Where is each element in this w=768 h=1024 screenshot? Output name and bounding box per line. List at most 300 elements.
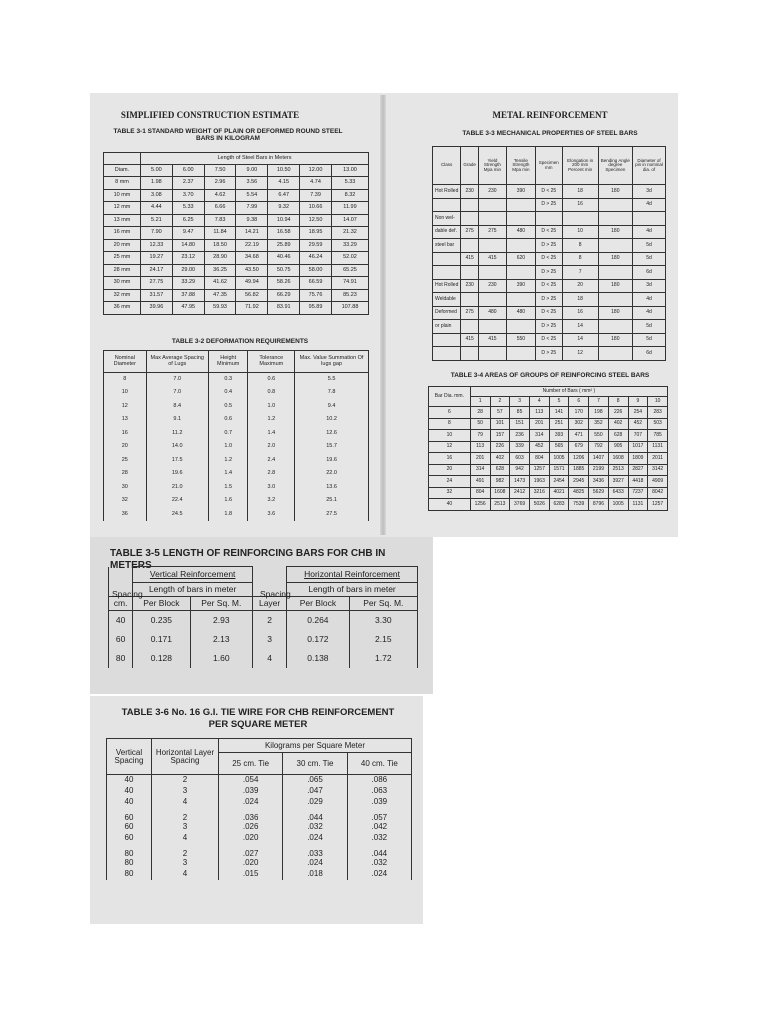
table-cell: 13 mm bbox=[104, 214, 141, 227]
table-cell: 4909 bbox=[648, 476, 668, 488]
table-cell: or plain bbox=[433, 320, 461, 334]
table-cell: .015 bbox=[219, 869, 283, 880]
table-cell: 10 bbox=[104, 386, 147, 400]
table-row bbox=[107, 833, 412, 844]
table-row bbox=[104, 277, 369, 290]
table-row bbox=[104, 202, 369, 215]
table-cell: 402 bbox=[490, 453, 510, 465]
table-cell: 85.23 bbox=[331, 289, 368, 302]
table-cell: 2412 bbox=[510, 487, 530, 499]
table-cell: 804 bbox=[470, 487, 490, 499]
table-cell: 1963 bbox=[529, 476, 549, 488]
table-cell: 1571 bbox=[549, 464, 569, 476]
table-cell: 9.38 bbox=[236, 214, 268, 227]
table-cell: 1.98 bbox=[140, 177, 172, 190]
table-cell: 50 bbox=[470, 418, 490, 430]
table-row bbox=[104, 440, 369, 454]
table-cell: 30 mm bbox=[104, 277, 141, 290]
table-cell: 75.76 bbox=[300, 289, 332, 302]
table-row bbox=[104, 289, 369, 302]
table-cell: 43.50 bbox=[236, 264, 268, 277]
table-cell: .026 bbox=[219, 822, 283, 833]
table-cell: 29.00 bbox=[172, 264, 204, 277]
table-cell: D > 25 bbox=[535, 320, 562, 334]
table-cell: 1017 bbox=[628, 441, 648, 453]
table-cell: 7.8 bbox=[295, 386, 369, 400]
table-cell: 7539 bbox=[569, 499, 589, 511]
table-cell bbox=[478, 239, 506, 253]
table-cell: 80 bbox=[107, 858, 152, 869]
t4-count-header: 5 bbox=[549, 397, 569, 407]
t3-column-header: Bending Angle degree Specimen bbox=[598, 147, 632, 185]
table-cell: 40 bbox=[429, 499, 471, 511]
table-cell: .033 bbox=[283, 844, 347, 858]
table-cell: 339 bbox=[510, 441, 530, 453]
table-cell: 9.4 bbox=[295, 400, 369, 414]
table-cell: 7.0 bbox=[146, 386, 208, 400]
table-cell: 4.44 bbox=[140, 202, 172, 215]
table-cell: 7.90 bbox=[140, 227, 172, 240]
table-row bbox=[433, 347, 666, 361]
table-cell: 628 bbox=[490, 464, 510, 476]
table-cell: 101 bbox=[490, 418, 510, 430]
table-cell: 25.1 bbox=[295, 494, 369, 508]
table-cell: 3.0 bbox=[248, 481, 295, 495]
t4-count-header: 2 bbox=[490, 397, 510, 407]
table-cell: 49.94 bbox=[236, 277, 268, 290]
t5-horiz-per-block: Per Block bbox=[287, 597, 350, 611]
table-cell bbox=[461, 266, 479, 280]
table-cell: 12.6 bbox=[295, 427, 369, 441]
table-cell bbox=[461, 347, 479, 361]
table-cell: .024 bbox=[283, 858, 347, 869]
table-cell: .044 bbox=[283, 808, 347, 822]
table-cell: 180 bbox=[598, 225, 632, 239]
table-3-5-caption: TABLE 3-5 LENGTH OF REINFORCING BARS FOR CHB IN METERS bbox=[110, 548, 386, 571]
table-cell: 14 bbox=[562, 320, 598, 334]
table-cell: 57 bbox=[490, 407, 510, 419]
table-cell: 1.4 bbox=[248, 427, 295, 441]
t3-column-header: Specimen mm bbox=[535, 147, 562, 185]
table-cell bbox=[478, 293, 506, 307]
table-cell: 1206 bbox=[569, 453, 589, 465]
table-cell: 275 bbox=[461, 306, 479, 320]
table-cell: 60 bbox=[109, 630, 133, 649]
table-cell bbox=[632, 212, 665, 226]
table-cell: D < 25 bbox=[535, 185, 562, 199]
table-cell: 8.4 bbox=[146, 400, 208, 414]
table-cell: 226 bbox=[608, 407, 628, 419]
table-cell: 1257 bbox=[529, 464, 549, 476]
table-row bbox=[429, 407, 668, 419]
table-cell bbox=[478, 212, 506, 226]
left-page-header: SIMPLIFIED CONSTRUCTION ESTIMATE bbox=[120, 110, 300, 120]
table-cell: 3142 bbox=[648, 464, 668, 476]
table-cell: 4.62 bbox=[204, 189, 236, 202]
table-cell: 415 bbox=[461, 252, 479, 266]
table-cell: 6433 bbox=[608, 487, 628, 499]
table-cell: 393 bbox=[549, 430, 569, 442]
table-cell: 905 bbox=[608, 441, 628, 453]
book-gutter bbox=[380, 95, 386, 535]
t4-count-header: 7 bbox=[589, 397, 609, 407]
table-cell: 452 bbox=[529, 441, 549, 453]
table-cell: 0.6 bbox=[208, 413, 248, 427]
table-cell: 314 bbox=[529, 430, 549, 442]
table-cell: 226 bbox=[490, 441, 510, 453]
table-cell: 0.6 bbox=[248, 373, 295, 387]
table-cell: 1.0 bbox=[248, 400, 295, 414]
table-cell: 942 bbox=[510, 464, 530, 476]
table-cell: 21.32 bbox=[331, 227, 368, 240]
table-cell: 50.75 bbox=[268, 264, 300, 277]
table-3-4 bbox=[428, 386, 668, 511]
table-cell bbox=[461, 212, 479, 226]
table-cell: 10 mm bbox=[104, 189, 141, 202]
table-cell: 7.99 bbox=[236, 202, 268, 215]
table-cell: 3 bbox=[152, 786, 219, 797]
table-cell: 480 bbox=[506, 225, 535, 239]
table-cell: 4d bbox=[632, 198, 665, 212]
table-cell: .024 bbox=[283, 833, 347, 844]
table-cell bbox=[433, 333, 461, 347]
table-cell: 1407 bbox=[589, 453, 609, 465]
table-cell bbox=[433, 198, 461, 212]
table-row bbox=[104, 413, 369, 427]
table-cell bbox=[506, 320, 535, 334]
table-cell: 415 bbox=[478, 252, 506, 266]
t1-length-header: 12.00 bbox=[300, 165, 332, 177]
table-cell: 22.0 bbox=[295, 467, 369, 481]
table-cell: 8 bbox=[104, 373, 147, 387]
table-cell: 23.12 bbox=[172, 252, 204, 265]
table-cell: 7.0 bbox=[146, 373, 208, 387]
table-cell: 12.33 bbox=[140, 239, 172, 252]
table-cell: 2513 bbox=[608, 464, 628, 476]
table-cell: 13.6 bbox=[295, 481, 369, 495]
t5-cm-label: cm. bbox=[109, 597, 133, 611]
table-cell: 4 bbox=[152, 833, 219, 844]
table-cell: 1257 bbox=[648, 499, 668, 511]
table-row bbox=[104, 177, 369, 190]
table-cell: D < 25 bbox=[535, 333, 562, 347]
table-cell: .044 bbox=[347, 844, 411, 858]
table-cell: 4418 bbox=[628, 476, 648, 488]
table-cell: 66.29 bbox=[268, 289, 300, 302]
table-row bbox=[107, 858, 412, 869]
table-cell: 452 bbox=[628, 418, 648, 430]
table-cell bbox=[433, 252, 461, 266]
table-row bbox=[433, 225, 666, 239]
table-cell: 3 bbox=[253, 630, 287, 649]
table-cell bbox=[598, 239, 632, 253]
table-cell: 10 bbox=[429, 430, 471, 442]
t5-horiz-header: Horizontal Reinforcement bbox=[287, 567, 418, 583]
t4-count-header: 1 bbox=[470, 397, 490, 407]
table-cell: 12 bbox=[562, 347, 598, 361]
table-cell: 40 bbox=[107, 786, 152, 797]
table-cell: 29.59 bbox=[300, 239, 332, 252]
table-cell: 7.83 bbox=[204, 214, 236, 227]
table-cell: 60 bbox=[107, 808, 152, 822]
table-row bbox=[433, 266, 666, 280]
t4-count-header: 3 bbox=[510, 397, 530, 407]
table-cell: 1131 bbox=[648, 441, 668, 453]
table-cell: 180 bbox=[598, 333, 632, 347]
table-cell bbox=[506, 293, 535, 307]
table-cell: 2 bbox=[253, 611, 287, 630]
table-cell: 41.62 bbox=[204, 277, 236, 290]
table-row bbox=[104, 454, 369, 468]
table-cell: 9.47 bbox=[172, 227, 204, 240]
table-row bbox=[433, 212, 666, 226]
table-cell: 5d bbox=[632, 333, 665, 347]
t1-length-header: 9.00 bbox=[236, 165, 268, 177]
t2-column-header: Nominal Diameter bbox=[104, 351, 147, 373]
table-cell: 1.4 bbox=[208, 467, 248, 481]
table-cell: 1.2 bbox=[248, 413, 295, 427]
table-cell: 16 bbox=[562, 306, 598, 320]
table-cell: .042 bbox=[347, 822, 411, 833]
table-cell: D > 25 bbox=[535, 239, 562, 253]
t6-horiz-header: Horizontal Layer Spacing bbox=[152, 739, 219, 775]
table-cell: 7237 bbox=[628, 487, 648, 499]
table-cell: 59.93 bbox=[204, 302, 236, 315]
table-cell: 5d bbox=[632, 252, 665, 266]
table-cell: 5026 bbox=[529, 499, 549, 511]
table-cell bbox=[535, 212, 562, 226]
table-cell: 230 bbox=[461, 185, 479, 199]
table-cell bbox=[598, 212, 632, 226]
table-cell: 46.24 bbox=[300, 252, 332, 265]
table-row bbox=[429, 441, 668, 453]
table-cell bbox=[506, 347, 535, 361]
table-cell: 14.80 bbox=[172, 239, 204, 252]
table-3-6-caption-line1: TABLE 3-6 No. 16 G.I. TIE WIRE FOR CHB REINFORCEMENT bbox=[121, 707, 395, 718]
table-cell: 12 mm bbox=[104, 202, 141, 215]
table-cell: 7.39 bbox=[300, 189, 332, 202]
table-cell: 2.37 bbox=[172, 177, 204, 190]
t2-column-header: Height Minimum bbox=[208, 351, 248, 373]
table-cell: 19.6 bbox=[146, 467, 208, 481]
table-cell: 0.171 bbox=[133, 630, 190, 649]
t3-column-header: Yield Strength Mpa min bbox=[478, 147, 506, 185]
table-cell: 13 bbox=[104, 413, 147, 427]
table-cell: 3.08 bbox=[140, 189, 172, 202]
table-cell: 37.88 bbox=[172, 289, 204, 302]
table-row bbox=[104, 189, 369, 202]
table-cell: 11.2 bbox=[146, 427, 208, 441]
table-cell: 352 bbox=[589, 418, 609, 430]
table-cell: 19.27 bbox=[140, 252, 172, 265]
table-cell: 251 bbox=[549, 418, 569, 430]
table-cell: 170 bbox=[569, 407, 589, 419]
table-cell: 74.91 bbox=[331, 277, 368, 290]
table-row bbox=[104, 494, 369, 508]
table-cell: 60 bbox=[107, 822, 152, 833]
table-cell: 8.32 bbox=[331, 189, 368, 202]
table-cell bbox=[433, 266, 461, 280]
table-cell: 16 bbox=[429, 453, 471, 465]
table-cell: 9.1 bbox=[146, 413, 208, 427]
table-row bbox=[433, 320, 666, 334]
table-cell: 21.0 bbox=[146, 481, 208, 495]
table-row bbox=[104, 508, 369, 522]
table-row bbox=[107, 797, 412, 808]
table-cell: 415 bbox=[478, 333, 506, 347]
table-cell: 8042 bbox=[648, 487, 668, 499]
table-cell: 4d bbox=[632, 225, 665, 239]
t1-group-header: Length of Steel Bars in Meters bbox=[140, 153, 368, 165]
table-row bbox=[433, 252, 666, 266]
table-cell: 1.2 bbox=[208, 454, 248, 468]
table-cell: 1608 bbox=[490, 487, 510, 499]
table-row bbox=[429, 464, 668, 476]
table-cell: 201 bbox=[470, 453, 490, 465]
table-row bbox=[104, 400, 369, 414]
table-cell: 79 bbox=[470, 430, 490, 442]
table-cell: 402 bbox=[608, 418, 628, 430]
table-cell: 1.5 bbox=[208, 481, 248, 495]
table-cell: 2.4 bbox=[248, 454, 295, 468]
table-cell: 16 mm bbox=[104, 227, 141, 240]
table-row bbox=[107, 775, 412, 786]
table-row bbox=[109, 649, 418, 668]
table-row bbox=[429, 453, 668, 465]
table-cell: 6 bbox=[429, 407, 471, 419]
table-cell: 550 bbox=[589, 430, 609, 442]
table-cell: 141 bbox=[549, 407, 569, 419]
table-3-6-caption-line2: PER SQUARE METER bbox=[208, 719, 308, 730]
table-cell: 1.8 bbox=[208, 508, 248, 522]
table-cell: 5.21 bbox=[140, 214, 172, 227]
table-cell: 3.2 bbox=[248, 494, 295, 508]
table-cell: 0.8 bbox=[248, 386, 295, 400]
table-cell: 20 mm bbox=[104, 239, 141, 252]
table-cell: 2 bbox=[152, 775, 219, 786]
table-cell: 31.57 bbox=[140, 289, 172, 302]
table-cell: 113 bbox=[529, 407, 549, 419]
table-cell: 2 bbox=[152, 808, 219, 822]
table-cell: 80 bbox=[107, 869, 152, 880]
table-cell: .027 bbox=[219, 844, 283, 858]
table-row bbox=[104, 239, 369, 252]
t3-column-header: Diameter of pin in nominal dia. of bbox=[632, 147, 665, 185]
t4-group-header: Number of Bars ( mm² ) bbox=[470, 387, 667, 397]
table-cell: 5.33 bbox=[172, 202, 204, 215]
table-cell: 8 bbox=[562, 252, 598, 266]
table-cell: 3d bbox=[632, 279, 665, 293]
table-cell: 3436 bbox=[589, 476, 609, 488]
table-cell: 1885 bbox=[569, 464, 589, 476]
table-cell: 0.264 bbox=[287, 611, 350, 630]
t3-column-header: Grade bbox=[461, 147, 479, 185]
table-cell: 60 bbox=[107, 833, 152, 844]
table-cell: .029 bbox=[283, 797, 347, 808]
table-cell: 36.25 bbox=[204, 264, 236, 277]
table-row bbox=[429, 430, 668, 442]
table-cell: 2.96 bbox=[204, 177, 236, 190]
table-cell: 679 bbox=[569, 441, 589, 453]
table-cell: 5d bbox=[632, 320, 665, 334]
table-row bbox=[429, 499, 668, 511]
table-cell: 83.91 bbox=[268, 302, 300, 315]
table-cell: D < 25 bbox=[535, 306, 562, 320]
table-cell: 3d bbox=[632, 185, 665, 199]
table-cell: 47.35 bbox=[204, 289, 236, 302]
table-cell bbox=[506, 198, 535, 212]
table-cell: 16 bbox=[562, 198, 598, 212]
t1-blank-head bbox=[104, 153, 141, 165]
table-cell: 27.5 bbox=[295, 508, 369, 522]
table-cell: 32 mm bbox=[104, 289, 141, 302]
table-3-5 bbox=[108, 566, 418, 668]
table-cell: 22.19 bbox=[236, 239, 268, 252]
table-cell bbox=[598, 266, 632, 280]
table-cell: 6.66 bbox=[204, 202, 236, 215]
table-cell: Hot Rolled bbox=[433, 279, 461, 293]
table-cell: 15.7 bbox=[295, 440, 369, 454]
table-cell: 4 bbox=[253, 649, 287, 668]
table-cell: 180 bbox=[598, 279, 632, 293]
table-cell: 4021 bbox=[549, 487, 569, 499]
table-cell: 2.13 bbox=[190, 630, 253, 649]
table-cell: 2454 bbox=[549, 476, 569, 488]
table-cell: 390 bbox=[506, 279, 535, 293]
table-cell: .086 bbox=[347, 775, 411, 786]
table-cell: 180 bbox=[598, 185, 632, 199]
table-cell: 550 bbox=[506, 333, 535, 347]
t5-vert-per-sqm: Per Sq. M. bbox=[190, 597, 253, 611]
table-row bbox=[107, 822, 412, 833]
table-cell: 1473 bbox=[510, 476, 530, 488]
table-cell: 0.4 bbox=[208, 386, 248, 400]
t4-count-header: 9 bbox=[628, 397, 648, 407]
t4-count-header: 10 bbox=[648, 397, 668, 407]
table-cell: 254 bbox=[628, 407, 648, 419]
table-cell bbox=[598, 347, 632, 361]
table-cell: dable def. bbox=[433, 225, 461, 239]
table-cell: .065 bbox=[283, 775, 347, 786]
table-row bbox=[433, 293, 666, 307]
table-cell: 314 bbox=[470, 464, 490, 476]
table-cell: D < 25 bbox=[535, 225, 562, 239]
table-cell: 6d bbox=[632, 347, 665, 361]
table-cell: 27.75 bbox=[140, 277, 172, 290]
table-cell: 33.29 bbox=[331, 239, 368, 252]
table-cell bbox=[478, 320, 506, 334]
table-cell: 6d bbox=[632, 266, 665, 280]
t5-vert-per-block: Per Block bbox=[133, 597, 190, 611]
table-3-6 bbox=[106, 738, 412, 880]
table-cell: 20 bbox=[562, 279, 598, 293]
t2-column-header: Max Average Spacing of Lugs bbox=[146, 351, 208, 373]
table-3-2-caption: TABLE 3-2 DEFORMATION REQUIREMENTS bbox=[171, 338, 309, 345]
table-cell: 480 bbox=[506, 306, 535, 320]
table-cell: 14.21 bbox=[236, 227, 268, 240]
t5-vert-header: Vertical Reinforcement bbox=[133, 567, 253, 583]
table-row bbox=[433, 333, 666, 347]
table-cell: 3769 bbox=[510, 499, 530, 511]
table-cell bbox=[598, 198, 632, 212]
table-cell: 620 bbox=[506, 252, 535, 266]
table-cell: 3216 bbox=[529, 487, 549, 499]
table-cell: 40 bbox=[109, 611, 133, 630]
table-cell: 230 bbox=[478, 185, 506, 199]
table-row bbox=[104, 467, 369, 481]
table-cell: 11.99 bbox=[331, 202, 368, 215]
table-cell: 107.88 bbox=[331, 302, 368, 315]
